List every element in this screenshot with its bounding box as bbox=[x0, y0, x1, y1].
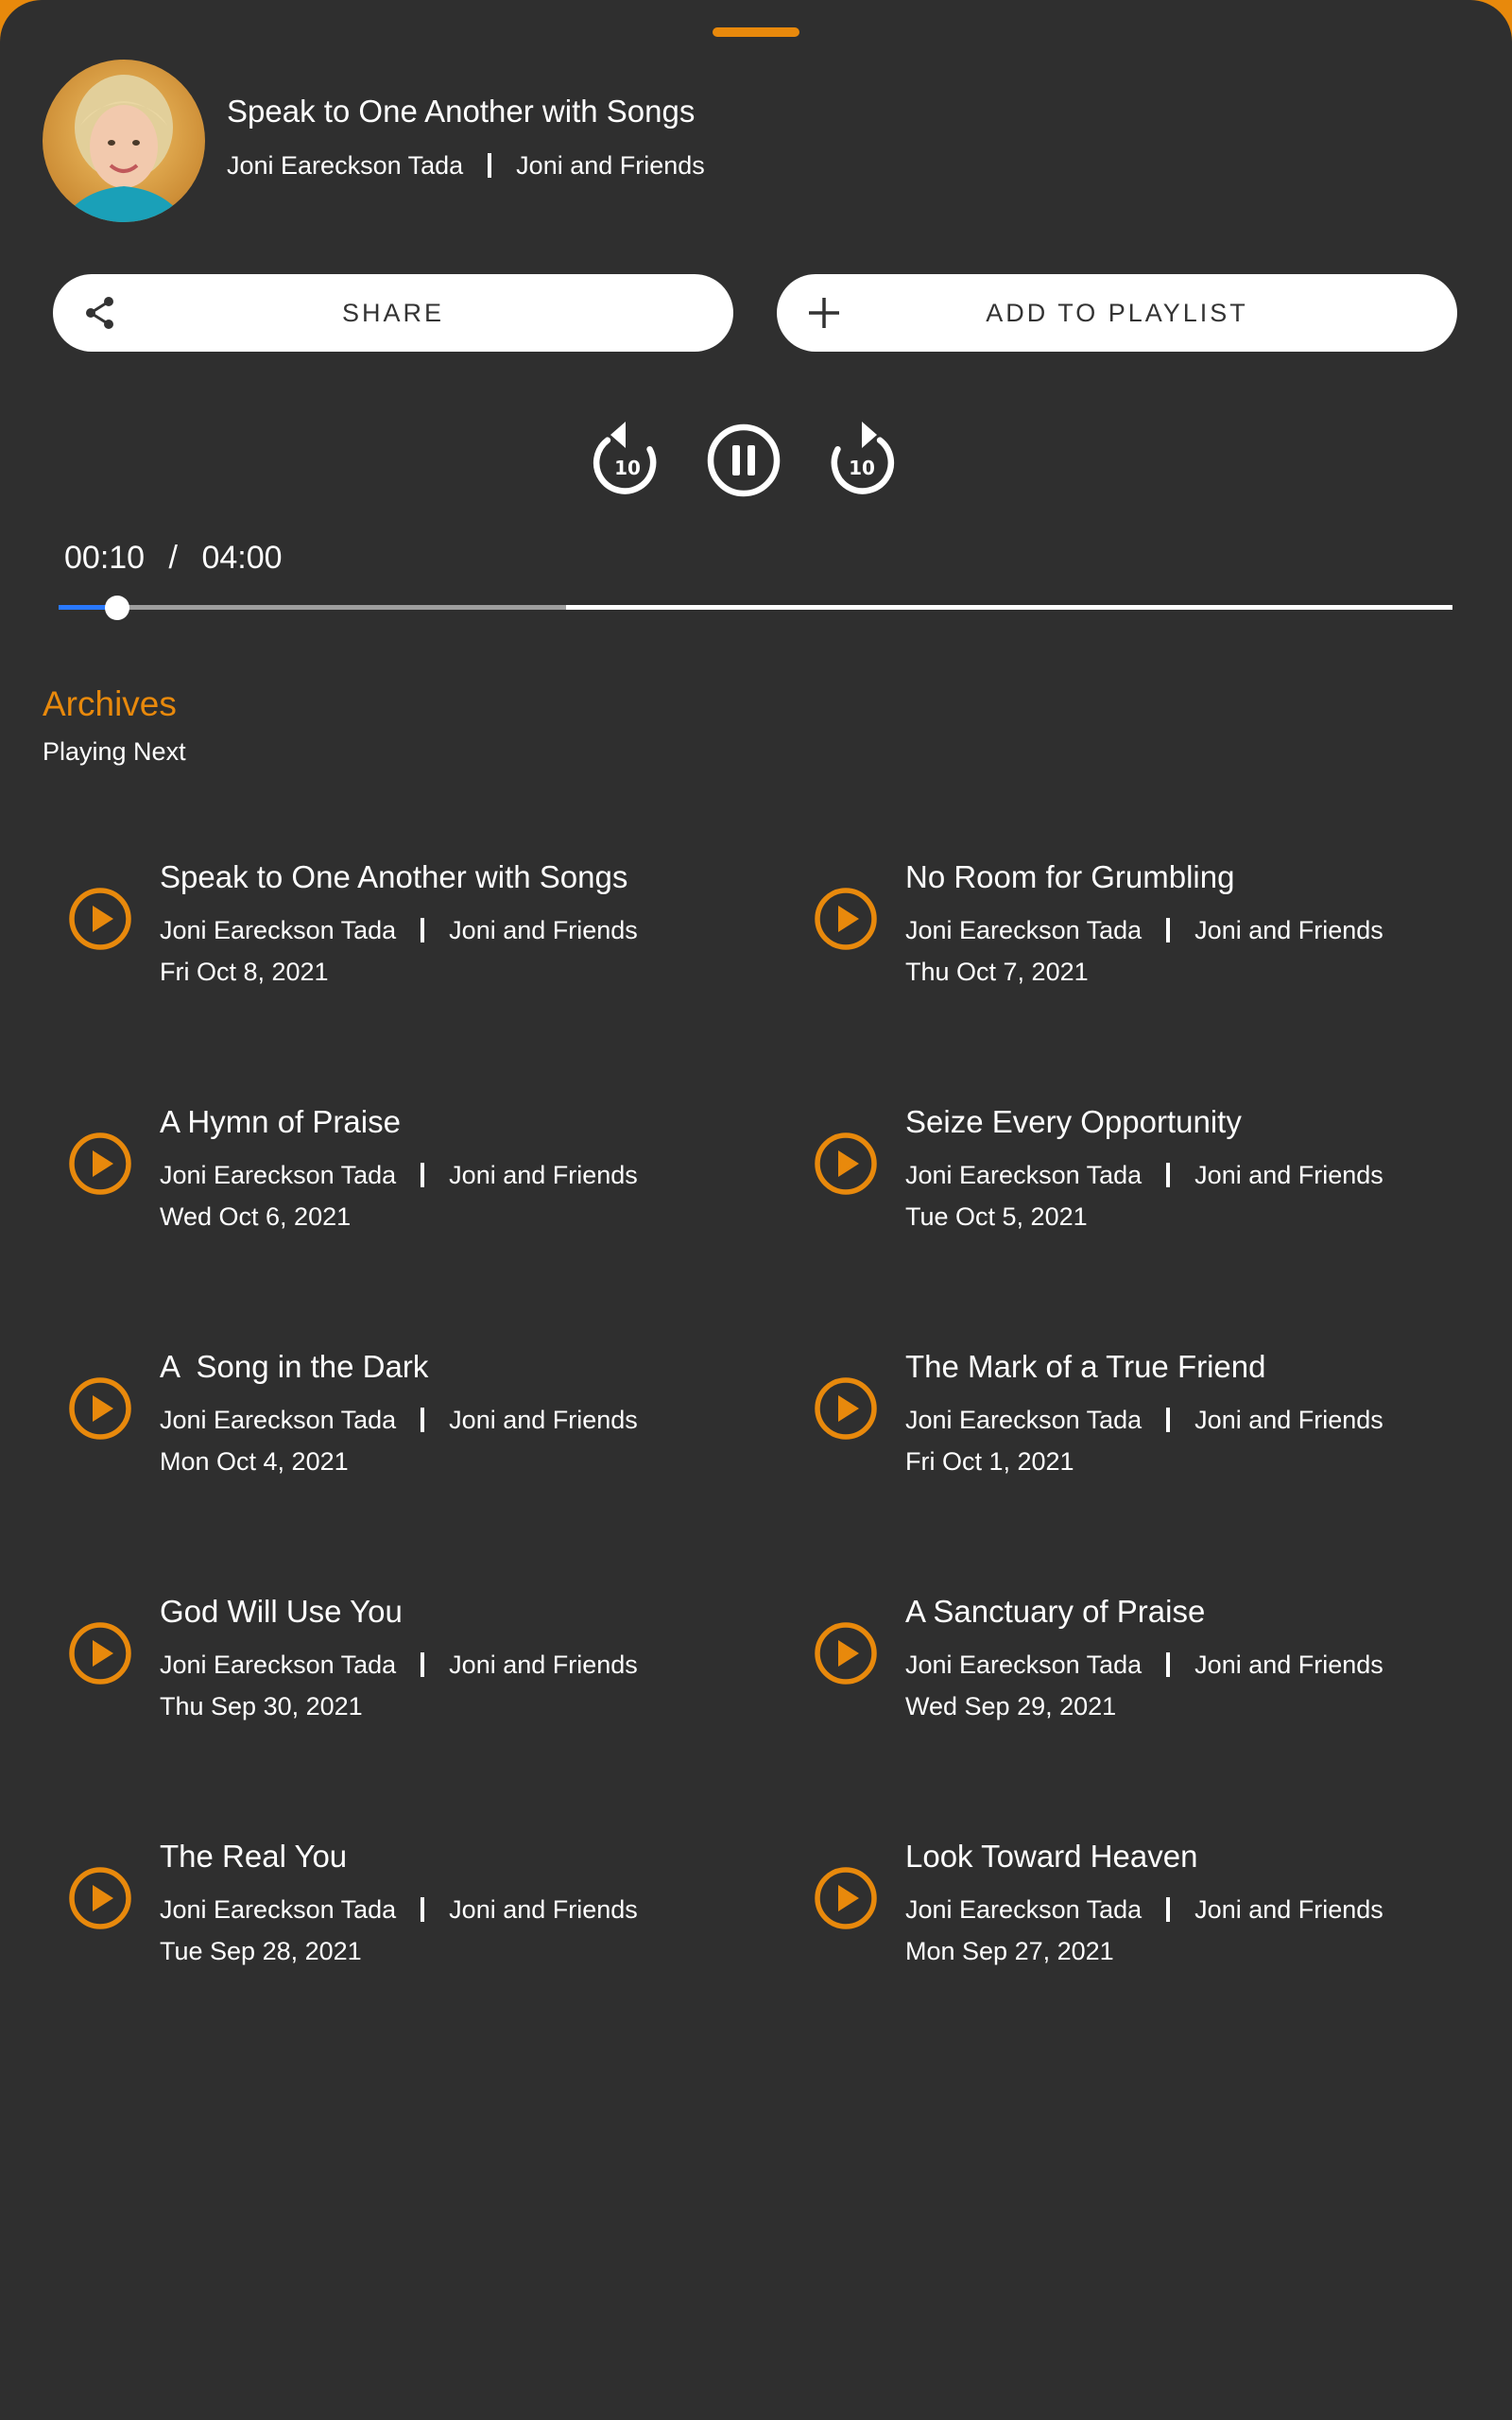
play-icon[interactable] bbox=[814, 1866, 878, 1930]
episode-meta bbox=[160, 914, 638, 946]
episode-author: Joni Eareckson Tada bbox=[905, 1406, 1143, 1434]
episode-meta bbox=[160, 1649, 638, 1681]
episode-meta bbox=[905, 1649, 1383, 1681]
episode-title: The Real You bbox=[160, 1839, 348, 1874]
episode-author: Joni Eareckson Tada bbox=[160, 1895, 397, 1924]
divider bbox=[1166, 1897, 1170, 1922]
divider bbox=[421, 1897, 424, 1922]
divider bbox=[1166, 1652, 1170, 1677]
play-icon[interactable] bbox=[814, 887, 878, 951]
list-item[interactable] bbox=[43, 1340, 761, 1492]
episode-title: The Mark of a True Friend bbox=[905, 1349, 1266, 1384]
episode-meta bbox=[905, 914, 1383, 946]
episode-meta bbox=[905, 1159, 1383, 1191]
episode-date: Tue Sep 28, 2021 bbox=[160, 1937, 362, 1965]
divider bbox=[421, 918, 424, 942]
list-item[interactable] bbox=[788, 851, 1506, 1002]
episode-program: Joni and Friends bbox=[449, 1895, 638, 1924]
episode-date: Wed Oct 6, 2021 bbox=[160, 1202, 352, 1231]
drag-handle[interactable] bbox=[713, 27, 799, 37]
episode-title: A Song in the Dark bbox=[160, 1349, 429, 1384]
episode-title: God Will Use You bbox=[160, 1594, 403, 1629]
episode-author: Joni Eareckson Tada bbox=[905, 916, 1143, 944]
episode-date: Fri Oct 8, 2021 bbox=[160, 958, 329, 986]
divider bbox=[421, 1652, 424, 1677]
episode-author: Joni Eareckson Tada bbox=[905, 1651, 1143, 1679]
episode-author: Joni Eareckson Tada bbox=[160, 1651, 397, 1679]
play-icon[interactable] bbox=[68, 1132, 132, 1196]
episode-meta bbox=[905, 1404, 1383, 1436]
forward-10-label: 10 bbox=[849, 457, 875, 479]
forward-10-icon[interactable] bbox=[818, 418, 903, 503]
share-icon bbox=[81, 294, 119, 332]
now-playing-meta bbox=[227, 149, 705, 182]
list-item[interactable] bbox=[43, 1585, 761, 1737]
list-item[interactable] bbox=[43, 1096, 761, 1247]
episode-author: Joni Eareckson Tada bbox=[905, 1895, 1143, 1924]
episode-author: Joni Eareckson Tada bbox=[160, 1161, 397, 1189]
play-icon[interactable] bbox=[68, 1621, 132, 1685]
progress-thumb[interactable] bbox=[105, 596, 129, 620]
episode-program: Joni and Friends bbox=[1194, 1406, 1383, 1434]
episode-program: Joni and Friends bbox=[449, 916, 638, 944]
episode-meta bbox=[160, 1159, 638, 1191]
episode-meta bbox=[160, 1893, 638, 1926]
episode-date: Thu Sep 30, 2021 bbox=[160, 1692, 363, 1720]
divider bbox=[1166, 1408, 1170, 1432]
episode-program: Joni and Friends bbox=[1194, 1161, 1383, 1189]
total-time: 04:00 bbox=[201, 540, 283, 576]
list-item[interactable] bbox=[43, 851, 761, 1002]
plus-icon bbox=[805, 294, 843, 332]
share-button[interactable] bbox=[53, 274, 733, 352]
now-playing-title: Speak to One Another with Songs bbox=[227, 94, 696, 129]
episode-program: Joni and Friends bbox=[449, 1161, 638, 1189]
episode-title: No Room for Grumbling bbox=[905, 859, 1235, 894]
episode-program: Joni and Friends bbox=[1194, 1895, 1383, 1924]
playing-next-label: Playing Next bbox=[43, 737, 186, 766]
play-icon[interactable] bbox=[814, 1621, 878, 1685]
episode-author: Joni Eareckson Tada bbox=[905, 1161, 1143, 1189]
now-playing-program: Joni and Friends bbox=[516, 151, 705, 180]
share-label: SHARE bbox=[341, 298, 445, 327]
archives-heading: Archives bbox=[43, 684, 177, 723]
time-separator: / bbox=[168, 540, 178, 576]
rewind-10-label: 10 bbox=[614, 457, 641, 479]
list-item[interactable] bbox=[788, 1096, 1506, 1247]
episode-program: Joni and Friends bbox=[1194, 1651, 1383, 1679]
episode-date: Mon Sep 27, 2021 bbox=[905, 1937, 1114, 1965]
play-icon[interactable] bbox=[68, 1866, 132, 1930]
episode-date: Thu Oct 7, 2021 bbox=[905, 958, 1089, 986]
list-item[interactable] bbox=[43, 1830, 761, 1981]
episode-date: Mon Oct 4, 2021 bbox=[160, 1447, 349, 1476]
add-to-playlist-label: ADD TO PLAYLIST bbox=[986, 298, 1248, 327]
divider bbox=[421, 1163, 424, 1187]
divider bbox=[488, 153, 491, 178]
episode-title: Look Toward Heaven bbox=[905, 1839, 1198, 1874]
episode-title: Seize Every Opportunity bbox=[905, 1104, 1242, 1139]
now-playing-author: Joni Eareckson Tada bbox=[227, 151, 464, 180]
episode-title: A Sanctuary of Praise bbox=[905, 1594, 1206, 1629]
episode-title: Speak to One Another with Songs bbox=[160, 859, 628, 894]
divider bbox=[1166, 1163, 1170, 1187]
episode-meta bbox=[160, 1404, 638, 1436]
episode-author: Joni Eareckson Tada bbox=[160, 1406, 397, 1434]
current-time: 00:10 bbox=[64, 540, 146, 576]
episode-date: Tue Oct 5, 2021 bbox=[905, 1202, 1088, 1231]
episode-title: A Hymn of Praise bbox=[160, 1104, 401, 1139]
episode-meta bbox=[905, 1893, 1383, 1926]
progress-track[interactable] bbox=[566, 605, 1452, 610]
episode-date: Wed Sep 29, 2021 bbox=[905, 1692, 1117, 1720]
episode-author: Joni Eareckson Tada bbox=[160, 916, 397, 944]
list-item[interactable] bbox=[788, 1340, 1506, 1492]
episode-program: Joni and Friends bbox=[1194, 916, 1383, 944]
episode-program: Joni and Friends bbox=[449, 1406, 638, 1434]
play-icon[interactable] bbox=[68, 887, 132, 951]
play-icon[interactable] bbox=[814, 1132, 878, 1196]
divider bbox=[1166, 918, 1170, 942]
play-icon[interactable] bbox=[68, 1376, 132, 1441]
play-icon[interactable] bbox=[814, 1376, 878, 1441]
add-to-playlist-button[interactable] bbox=[777, 274, 1457, 352]
rewind-10-icon[interactable] bbox=[584, 418, 669, 503]
progress-buffered[interactable] bbox=[115, 605, 566, 610]
pause-icon[interactable] bbox=[701, 418, 786, 503]
episode-date: Fri Oct 1, 2021 bbox=[905, 1447, 1074, 1476]
episode-program: Joni and Friends bbox=[449, 1651, 638, 1679]
list-item[interactable] bbox=[788, 1830, 1506, 1981]
divider bbox=[421, 1408, 424, 1432]
time-readout bbox=[64, 539, 283, 577]
avatar bbox=[43, 60, 205, 222]
list-item[interactable] bbox=[788, 1585, 1506, 1737]
